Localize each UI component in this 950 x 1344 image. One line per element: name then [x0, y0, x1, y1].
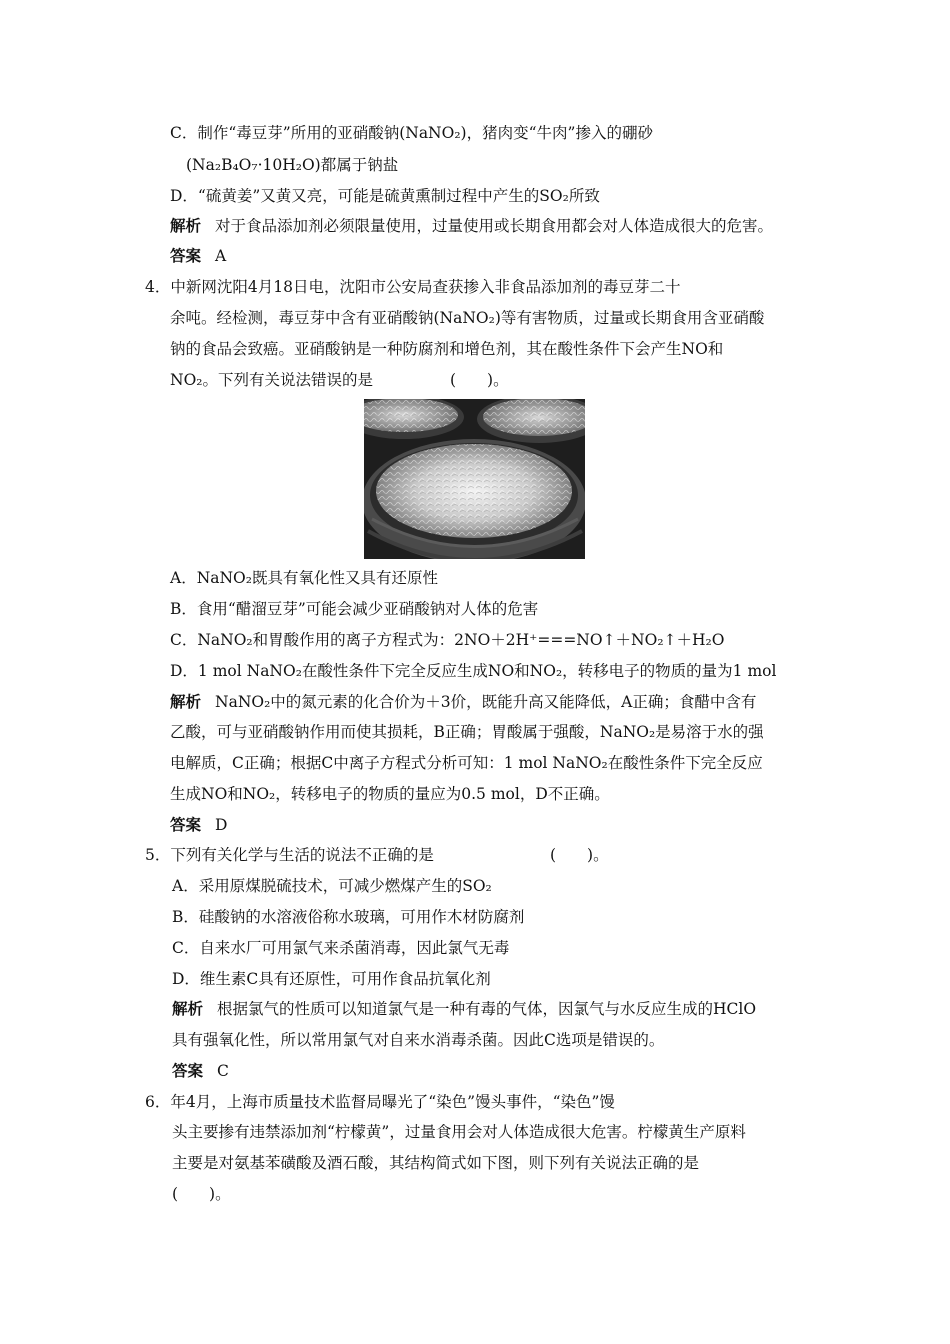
- answer-value: A: [215, 247, 227, 265]
- q4-answer: [170, 815, 227, 835]
- q4-analysis-line2: 乙酸，可与亚硝酸钠作用而使其损耗，B正确；胃酸属于强酸，NaNO₂是易溶于水的强: [170, 723, 764, 741]
- q4-stem-line1: 4．中新网沈阳4月18日电，沈阳市公安局查获掺入非食品添加剂的毒豆芽二十: [145, 278, 681, 296]
- analysis-text: NaNO₂中的氮元素的化合价为＋3价，既能升高又能降低，A正确；食醋中含有: [215, 693, 757, 711]
- q5-analysis-line1: [172, 999, 756, 1019]
- q4-option-b: B．食用“醋溜豆芽”可能会减少亚硝酸钠对人体的危害: [170, 600, 539, 618]
- analysis-text: 根据氯气的性质可以知道氯气是一种有毒的气体，因氯气与水反应生成的HClO: [217, 1000, 757, 1018]
- q5-option-b: B．硅酸钠的水溶液俗称水玻璃，可用作木材防腐剂: [172, 908, 525, 926]
- q4-analysis-line4: 生成NO和NO₂，转移电子的物质的量应为0.5 mol，D不正确。: [170, 785, 610, 803]
- q6-stem-line1: 6．年4月，上海市质量技术监督局曝光了“染色”馒头事件，“染色”馒: [145, 1093, 615, 1111]
- q6-stem-line2: 头主要掺有违禁添加剂“柠檬黄”，过量食用会对人体造成很大危害。柠檬黄生产原料: [172, 1123, 746, 1141]
- q3-analysis: [170, 216, 773, 236]
- q3-option-d: D．“硫黄姜”又黄又亮，可能是硫黄熏制过程中产生的SO₂所致: [170, 187, 600, 205]
- q4-answer-paren: ( )。: [450, 371, 509, 389]
- q5-answer-paren: ( )。: [550, 846, 609, 864]
- q4-option-c: C．NaNO₂和胃酸作用的离子方程式为：2NO＋2H⁺===NO↑＋NO₂↑＋H₂O: [170, 631, 725, 649]
- q6-stem-line3: 主要是对氨基苯磺酸及酒石酸，其结构简式如下图，则下列有关说法正确的是: [172, 1154, 700, 1172]
- q5-option-c: C．自来水厂可用氯气来杀菌消毒，因此氯气无毒: [172, 939, 510, 957]
- q4-stem-line3: 钠的食品会致癌。亚硝酸钠是一种防腐剂和增色剂，其在酸性条件下会产生NO和: [170, 340, 724, 358]
- q5-option-a: A．采用原煤脱硫技术，可减少燃煤产生的SO₂: [172, 877, 492, 895]
- answer-label: 答案: [172, 1061, 204, 1080]
- q3-option-c-line1: C．制作“毒豆芽”所用的亚硝酸钠(NaNO₂)，猪肉变“牛肉”掺入的硼砂: [170, 124, 653, 142]
- q5-option-d: D．维生素C具有还原性，可用作食品抗氧化剂: [172, 970, 491, 988]
- analysis-text: 对于食品添加剂必须限量使用，过量使用或长期食用都会对人体造成很大的危害。: [215, 217, 774, 235]
- q3-option-c-line2: (Na₂B₄O₇·10H₂O)都属于钠盐: [186, 156, 399, 174]
- q6-answer-paren: ( )。: [172, 1185, 231, 1203]
- q5-answer: [172, 1061, 229, 1081]
- q5-analysis-line2: 具有强氧化性，所以常用氯气对自来水消毒杀菌。因此C选项是错误的。: [172, 1031, 665, 1049]
- answer-value: D: [215, 816, 228, 834]
- q4-analysis-line3: 电解质，C正确；根据C中离子方程式分析可知：1 mol NaNO₂在酸性条件下完全反应: [170, 754, 763, 772]
- q4-analysis-line1: [170, 692, 756, 712]
- analysis-label: 解析: [170, 692, 202, 711]
- q5-stem: 5．下列有关化学与生活的说法不正确的是: [145, 846, 434, 864]
- bean-sprouts-photo: [364, 399, 585, 559]
- q4-option-d: D．1 mol NaNO₂在酸性条件下完全反应生成NO和NO₂，转移电子的物质的量为1 mol: [170, 662, 777, 680]
- answer-label: 答案: [170, 246, 202, 265]
- q4-stem-line4: NO₂。下列有关说法错误的是: [170, 371, 373, 389]
- analysis-label: 解析: [172, 999, 204, 1018]
- answer-value: C: [217, 1062, 229, 1080]
- q4-option-a: A．NaNO₂既具有氧化性又具有还原性: [170, 569, 438, 587]
- analysis-label: 解析: [170, 216, 202, 235]
- q3-answer: [170, 246, 226, 266]
- q4-stem-line2: 余吨。经检测，毒豆芽中含有亚硝酸钠(NaNO₂)等有害物质，过量或长期食用含亚硝酸: [170, 309, 765, 327]
- answer-label: 答案: [170, 815, 202, 834]
